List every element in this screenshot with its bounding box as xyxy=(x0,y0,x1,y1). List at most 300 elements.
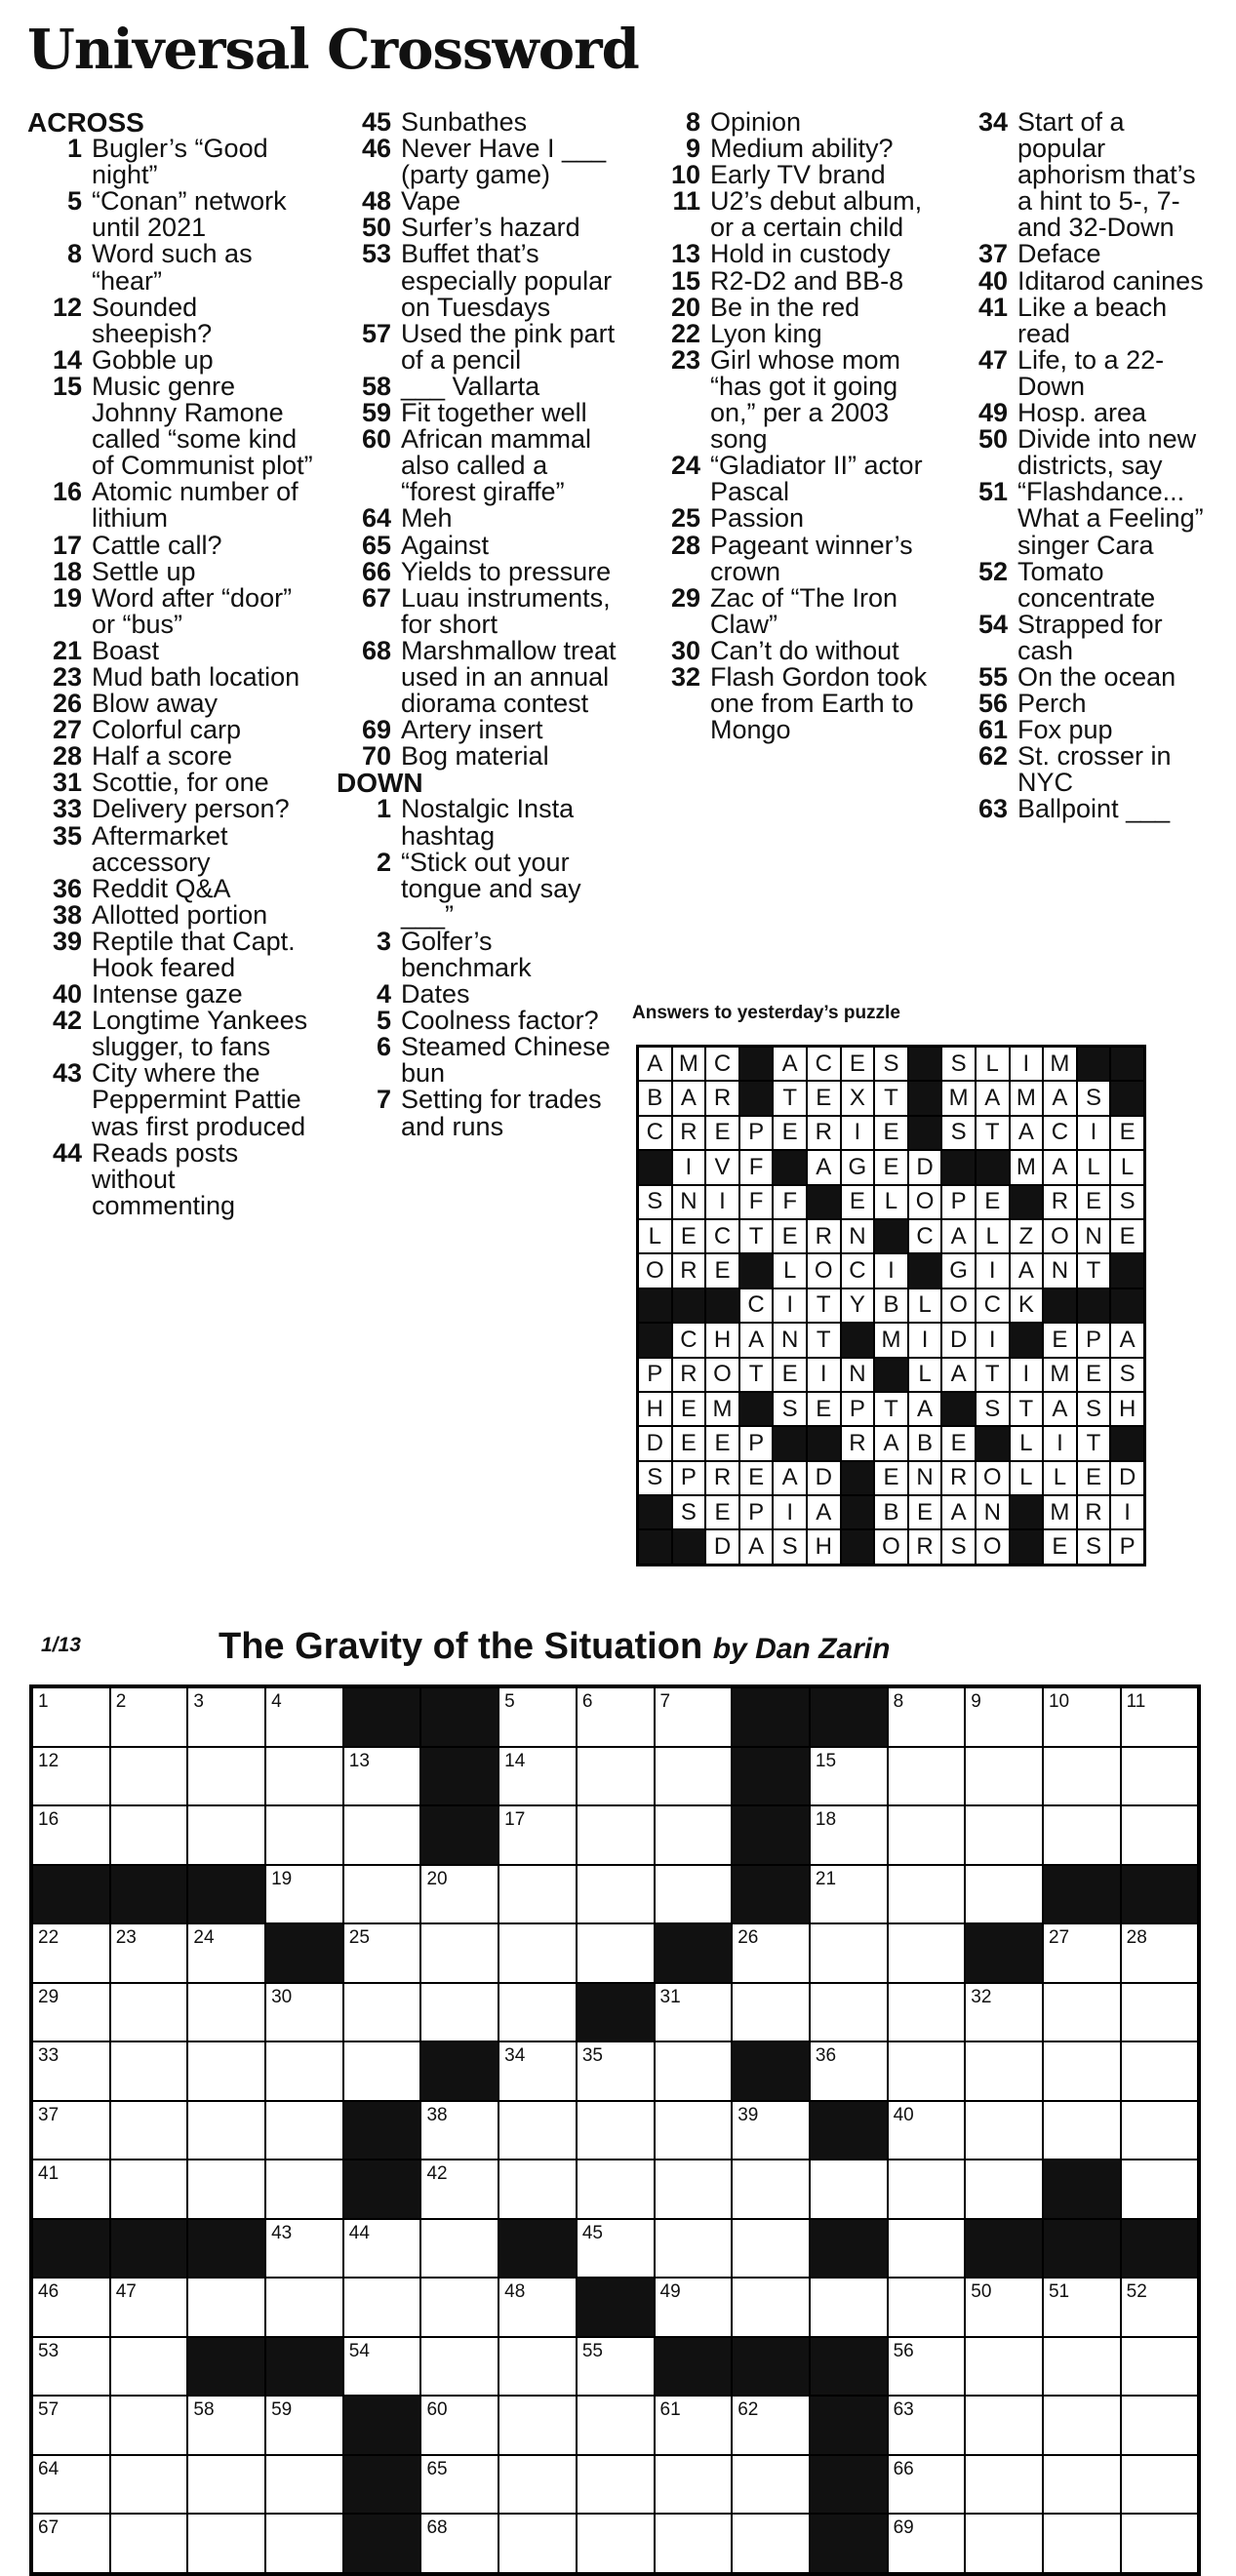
cell-number: 53 xyxy=(38,2340,60,2361)
grid-cell[interactable] xyxy=(888,2101,966,2160)
answer-cell: M xyxy=(1010,1150,1044,1184)
grid-cell[interactable] xyxy=(1043,2041,1121,2101)
grid-cell[interactable] xyxy=(810,1923,888,1983)
grid-cell[interactable] xyxy=(498,2455,577,2515)
clue-number: 28 xyxy=(52,741,82,772)
grid-cell[interactable] xyxy=(110,2337,188,2397)
answer-cell: C xyxy=(672,1323,706,1357)
grid-cell[interactable] xyxy=(732,1983,810,2042)
grid-cell[interactable] xyxy=(110,2160,188,2219)
grid-cell[interactable] xyxy=(1121,2396,1199,2455)
grid-cell[interactable] xyxy=(420,2396,498,2455)
grid-cell[interactable] xyxy=(1043,2514,1121,2573)
grid-cell[interactable] xyxy=(732,2219,810,2279)
grid-cell[interactable] xyxy=(1121,1687,1199,1747)
answer-block xyxy=(638,1323,672,1357)
grid-cell[interactable] xyxy=(498,1805,577,1865)
clue-number: 19 xyxy=(52,582,82,613)
grid-block xyxy=(810,2337,888,2397)
grid-cell[interactable] xyxy=(577,2396,655,2455)
grid-cell[interactable] xyxy=(187,2101,265,2160)
grid-cell[interactable] xyxy=(965,1747,1043,1806)
grid-cell[interactable] xyxy=(498,2514,577,2573)
clue-text: Like a beach read xyxy=(1017,292,1168,348)
grid-cell[interactable] xyxy=(187,1923,265,1983)
clue-number: 48 xyxy=(361,186,391,217)
answer-cell: A xyxy=(807,1150,841,1184)
grid-cell[interactable] xyxy=(110,2396,188,2455)
grid-cell[interactable] xyxy=(732,2160,810,2219)
grid-cell[interactable] xyxy=(965,2396,1043,2455)
grid-cell[interactable] xyxy=(888,2455,966,2515)
cell-number: 4 xyxy=(271,1691,282,1712)
answer-cell: A xyxy=(773,1047,807,1081)
clue-text: Reads posts without commenting xyxy=(92,1137,239,1220)
grid-cell[interactable] xyxy=(1121,2160,1199,2219)
grid-cell[interactable] xyxy=(110,1805,188,1865)
clue-number: 7 xyxy=(376,1085,391,1115)
grid-cell[interactable] xyxy=(888,2514,966,2573)
answer-cell: I xyxy=(705,1185,739,1219)
grid-block xyxy=(187,1865,265,1924)
grid-cell[interactable] xyxy=(265,1805,343,1865)
grid-cell[interactable] xyxy=(265,1983,343,2042)
grid-cell[interactable] xyxy=(1043,1747,1121,1806)
grid-cell[interactable] xyxy=(888,1923,966,1983)
grid-cell[interactable] xyxy=(187,1747,265,1806)
grid-cell[interactable] xyxy=(732,2396,810,2455)
clue-number: 38 xyxy=(52,899,82,930)
grid-cell[interactable] xyxy=(32,2337,110,2397)
clue-item xyxy=(27,661,315,692)
grid-cell[interactable] xyxy=(1121,2514,1199,2573)
grid-cell[interactable] xyxy=(732,1923,810,1983)
grid-cell[interactable] xyxy=(420,2337,498,2397)
grid-cell[interactable] xyxy=(265,2514,343,2573)
answer-cell: E xyxy=(908,1495,942,1529)
grid-cell[interactable] xyxy=(420,2514,498,2573)
grid-cell[interactable] xyxy=(888,2219,966,2279)
grid-cell[interactable] xyxy=(732,2101,810,2160)
cell-number: 50 xyxy=(971,2281,992,2302)
grid-cell[interactable] xyxy=(498,1687,577,1747)
grid-cell[interactable] xyxy=(498,1983,577,2042)
clue-number: 23 xyxy=(52,661,82,692)
answer-cell: E xyxy=(841,1185,875,1219)
grid-cell[interactable] xyxy=(888,2337,966,2397)
answer-cell: X xyxy=(841,1081,875,1115)
clue-number: 8 xyxy=(66,239,82,269)
clue-text: Medium ability? xyxy=(710,134,894,164)
answer-cell: P xyxy=(941,1185,976,1219)
answer-block xyxy=(841,1461,875,1495)
cell-number: 22 xyxy=(38,1927,60,1948)
cell-number: 40 xyxy=(893,2104,914,2125)
answer-block xyxy=(773,1150,807,1184)
grid-cell[interactable] xyxy=(343,2337,421,2397)
grid-cell[interactable] xyxy=(1043,1923,1121,1983)
grid-cell[interactable] xyxy=(265,1865,343,1924)
clue-number: 30 xyxy=(670,635,700,665)
answer-cell: R xyxy=(908,1529,942,1564)
cell-number: 8 xyxy=(893,1691,904,1712)
grid-cell[interactable] xyxy=(498,2278,577,2337)
cell-number: 60 xyxy=(426,2399,448,2420)
grid-cell[interactable] xyxy=(32,2101,110,2160)
answer-block xyxy=(672,1529,706,1564)
grid-cell[interactable] xyxy=(343,2041,421,2101)
grid-cell[interactable] xyxy=(577,2041,655,2101)
clue-item xyxy=(337,109,624,136)
clue-text: Deface xyxy=(1017,239,1101,269)
grid-cell[interactable] xyxy=(32,2514,110,2573)
grid-cell[interactable] xyxy=(577,2160,655,2219)
clue-text: Setting for trades and runs xyxy=(401,1085,602,1141)
grid-cell[interactable] xyxy=(187,2041,265,2101)
grid-cell[interactable] xyxy=(187,2160,265,2219)
grid-cell[interactable] xyxy=(732,2455,810,2515)
grid-cell[interactable] xyxy=(420,1923,498,1983)
grid-cell[interactable] xyxy=(1043,2396,1121,2455)
grid-cell[interactable] xyxy=(577,2514,655,2573)
grid-cell[interactable] xyxy=(655,2101,733,2160)
grid-cell[interactable] xyxy=(265,2219,343,2279)
answer-cell: N xyxy=(908,1461,942,1495)
grid-cell[interactable] xyxy=(577,2455,655,2515)
clue-item xyxy=(646,635,934,665)
clue-text: Delivery person? xyxy=(92,794,290,824)
grid-cell[interactable] xyxy=(498,2101,577,2160)
grid-cell[interactable] xyxy=(265,2396,343,2455)
grid-cell[interactable] xyxy=(1121,2101,1199,2160)
grid-cell[interactable] xyxy=(187,1687,265,1747)
clue-number: 50 xyxy=(361,213,391,243)
grid-cell[interactable] xyxy=(1043,1805,1121,1865)
grid-cell[interactable] xyxy=(265,1687,343,1747)
clue-item xyxy=(646,188,934,241)
clue-number: 14 xyxy=(52,344,82,375)
answer-cell: E xyxy=(841,1047,875,1081)
clue-number: 11 xyxy=(672,186,700,217)
grid-cell[interactable] xyxy=(265,2101,343,2160)
grid-cell[interactable] xyxy=(187,2514,265,2573)
grid-cell[interactable] xyxy=(888,1865,966,1924)
grid-cell[interactable] xyxy=(265,2160,343,2219)
answer-cell: E xyxy=(773,1358,807,1392)
answer-cell: A xyxy=(1010,1253,1044,1288)
grid-cell[interactable] xyxy=(655,1865,733,1924)
grid-cell[interactable] xyxy=(655,2219,733,2279)
grid-cell[interactable] xyxy=(110,1923,188,1983)
clue-item xyxy=(27,691,315,717)
grid-block xyxy=(810,2219,888,2279)
clue-item xyxy=(646,582,934,639)
clue-number: 44 xyxy=(52,1137,82,1168)
grid-cell[interactable] xyxy=(577,1687,655,1747)
grid-cell[interactable] xyxy=(343,1923,421,1983)
grid-cell[interactable] xyxy=(420,2160,498,2219)
clue-text: Tomato concentrate xyxy=(1017,556,1156,613)
grid-cell[interactable] xyxy=(810,1805,888,1865)
cell-number: 19 xyxy=(271,1868,293,1889)
grid-cell[interactable] xyxy=(265,2041,343,2101)
grid-cell[interactable] xyxy=(1121,1983,1199,2042)
grid-cell[interactable] xyxy=(1043,2337,1121,2397)
grid-cell[interactable] xyxy=(888,1805,966,1865)
answer-cell: R xyxy=(705,1081,739,1115)
grid-cell[interactable] xyxy=(965,2514,1043,2573)
grid-cell[interactable] xyxy=(888,1687,966,1747)
grid-cell[interactable] xyxy=(110,2278,188,2337)
grid-cell[interactable] xyxy=(1121,2041,1199,2101)
grid-block xyxy=(810,2514,888,2573)
grid-cell[interactable] xyxy=(655,2160,733,2219)
grid-cell[interactable] xyxy=(888,2160,966,2219)
grid-cell[interactable] xyxy=(343,1805,421,1865)
grid-cell[interactable] xyxy=(420,2101,498,2160)
answer-block xyxy=(1110,1081,1144,1115)
grid-cell[interactable] xyxy=(810,1865,888,1924)
grid-cell[interactable] xyxy=(32,2041,110,2101)
grid-cell[interactable] xyxy=(965,2455,1043,2515)
grid-cell[interactable] xyxy=(32,1805,110,1865)
grid-cell[interactable] xyxy=(810,1983,888,2042)
clue-text: Scottie, for one xyxy=(92,768,269,798)
grid-cell[interactable] xyxy=(110,2041,188,2101)
grid-cell[interactable] xyxy=(498,1923,577,1983)
grid-cell[interactable] xyxy=(187,2455,265,2515)
answer-block xyxy=(841,1495,875,1529)
answer-cell: E xyxy=(672,1426,706,1460)
clue-item xyxy=(953,241,1216,267)
grid-cell[interactable] xyxy=(1043,2455,1121,2515)
grid-cell[interactable] xyxy=(577,1805,655,1865)
grid-cell[interactable] xyxy=(498,2337,577,2397)
answer-cell: F xyxy=(739,1150,774,1184)
grid-cell[interactable] xyxy=(655,2278,733,2337)
grid-cell[interactable] xyxy=(1121,2455,1199,2515)
grid-cell[interactable] xyxy=(110,1687,188,1747)
answer-cell: I xyxy=(976,1323,1010,1357)
grid-cell[interactable] xyxy=(420,2455,498,2515)
grid-cell[interactable] xyxy=(1043,2101,1121,2160)
answer-cell: C xyxy=(807,1047,841,1081)
grid-cell[interactable] xyxy=(655,2514,733,2573)
clue-number: 51 xyxy=(977,477,1008,507)
grid-cell[interactable] xyxy=(110,2455,188,2515)
answer-cell: L xyxy=(874,1185,908,1219)
answer-cell: S xyxy=(773,1529,807,1564)
grid-cell[interactable] xyxy=(343,1865,421,1924)
grid-cell[interactable] xyxy=(810,1747,888,1806)
grid-cell[interactable] xyxy=(577,1747,655,1806)
grid-cell[interactable] xyxy=(187,2396,265,2455)
grid-cell[interactable] xyxy=(420,1983,498,2042)
grid-cell[interactable] xyxy=(888,2278,966,2337)
answer-cell: S xyxy=(638,1185,672,1219)
grid-cell[interactable] xyxy=(965,2041,1043,2101)
grid-block xyxy=(187,2219,265,2279)
cell-number: 3 xyxy=(193,1691,204,1712)
answer-cell: R xyxy=(941,1461,976,1495)
grid-cell[interactable] xyxy=(1121,1923,1199,1983)
cell-number: 68 xyxy=(426,2517,448,2538)
answer-block xyxy=(672,1288,706,1323)
cell-number: 23 xyxy=(115,1927,137,1948)
grid-cell[interactable] xyxy=(32,1983,110,2042)
cell-number: 15 xyxy=(815,1750,837,1771)
grid-cell[interactable] xyxy=(110,1983,188,2042)
grid-cell[interactable] xyxy=(32,2278,110,2337)
grid-cell[interactable] xyxy=(32,1747,110,1806)
answer-cell: E xyxy=(1077,1358,1111,1392)
answer-cell: I xyxy=(1043,1426,1077,1460)
answer-cell: E xyxy=(1043,1323,1077,1357)
grid-cell[interactable] xyxy=(343,2278,421,2337)
grid-cell[interactable] xyxy=(888,1983,966,2042)
grid-cell[interactable] xyxy=(732,2278,810,2337)
grid-cell[interactable] xyxy=(810,2160,888,2219)
grid-block xyxy=(343,2514,421,2573)
answer-cell: T xyxy=(1077,1426,1111,1460)
clue-number: 15 xyxy=(670,265,700,296)
grid-cell[interactable] xyxy=(110,2514,188,2573)
clue-number: 25 xyxy=(670,503,700,534)
cell-number: 65 xyxy=(426,2458,448,2479)
grid-cell[interactable] xyxy=(32,1923,110,1983)
grid-cell[interactable] xyxy=(1121,1805,1199,1865)
grid-cell[interactable] xyxy=(265,2278,343,2337)
grid-block xyxy=(110,2219,188,2279)
grid-cell[interactable] xyxy=(1121,2278,1199,2337)
grid-cell[interactable] xyxy=(420,2219,498,2279)
grid-cell[interactable] xyxy=(577,2219,655,2279)
grid-cell[interactable] xyxy=(732,2514,810,2573)
answers-grid xyxy=(636,1045,1146,1566)
cell-number: 12 xyxy=(38,1750,60,1771)
cell-number: 26 xyxy=(738,1927,759,1948)
grid-cell[interactable] xyxy=(965,1865,1043,1924)
answer-cell: O xyxy=(908,1185,942,1219)
grid-cell[interactable] xyxy=(498,2396,577,2455)
grid-block xyxy=(343,2101,421,2160)
answer-cell: D xyxy=(638,1426,672,1460)
answer-cell: C xyxy=(841,1253,875,1288)
grid-cell[interactable] xyxy=(110,2101,188,2160)
answer-block xyxy=(841,1323,875,1357)
clue-item xyxy=(337,743,624,770)
grid-cell[interactable] xyxy=(655,2455,733,2515)
grid-cell[interactable] xyxy=(110,1747,188,1806)
grid-cell[interactable] xyxy=(1121,1747,1199,1806)
cell-number: 48 xyxy=(504,2281,526,2302)
clue-number: 56 xyxy=(977,689,1008,719)
puzzle-title: The Gravity of the Situation xyxy=(219,1626,703,1667)
clue-number: 37 xyxy=(977,239,1008,269)
grid-cell[interactable] xyxy=(965,1687,1043,1747)
grid-cell[interactable] xyxy=(498,2041,577,2101)
grid-cell[interactable] xyxy=(343,1983,421,2042)
cell-number: 32 xyxy=(971,1986,992,2007)
grid-cell[interactable] xyxy=(1043,1687,1121,1747)
grid-cell[interactable] xyxy=(265,1747,343,1806)
clue-text: Bog material xyxy=(401,741,549,772)
grid-cell[interactable] xyxy=(655,2041,733,2101)
grid-block xyxy=(420,1805,498,1865)
clue-item xyxy=(27,635,315,665)
grid-cell[interactable] xyxy=(1121,2337,1199,2397)
grid-cell[interactable] xyxy=(655,1805,733,1865)
grid-cell[interactable] xyxy=(343,1747,421,1806)
clue-item xyxy=(337,717,624,743)
grid-cell[interactable] xyxy=(655,1983,733,2042)
grid-cell[interactable] xyxy=(888,2396,966,2455)
grid-cell[interactable] xyxy=(420,2278,498,2337)
grid-cell[interactable] xyxy=(265,2455,343,2515)
grid-cell[interactable] xyxy=(32,2160,110,2219)
clue-number: 45 xyxy=(361,107,391,137)
grid-cell[interactable] xyxy=(577,2337,655,2397)
grid-cell[interactable] xyxy=(655,1687,733,1747)
grid-cell[interactable] xyxy=(965,1805,1043,1865)
grid-cell[interactable] xyxy=(32,1687,110,1747)
clue-text: African mammal also called a “forest giraffe” xyxy=(401,424,592,507)
grid-cell[interactable] xyxy=(965,2278,1043,2337)
grid-cell[interactable] xyxy=(577,2101,655,2160)
grid-cell[interactable] xyxy=(888,1747,966,1806)
clue-item xyxy=(953,344,1216,401)
grid-cell[interactable] xyxy=(343,2219,421,2279)
grid-cell[interactable] xyxy=(32,2455,110,2515)
grid-cell[interactable] xyxy=(965,2101,1043,2160)
grid-cell[interactable] xyxy=(498,2160,577,2219)
grid-cell[interactable] xyxy=(420,1865,498,1924)
answer-cell: E xyxy=(1110,1116,1144,1150)
cell-number: 38 xyxy=(426,2104,448,2125)
grid-cell[interactable] xyxy=(965,2160,1043,2219)
grid-cell[interactable] xyxy=(498,1747,577,1806)
grid-block xyxy=(343,2160,421,2219)
answer-cell: R xyxy=(705,1461,739,1495)
grid-cell[interactable] xyxy=(1043,2278,1121,2337)
grid-cell[interactable] xyxy=(965,1983,1043,2042)
clue-text: R2-D2 and BB-8 xyxy=(710,265,904,296)
answer-cell: I xyxy=(773,1288,807,1323)
grid-cell[interactable] xyxy=(32,2396,110,2455)
answer-cell: H xyxy=(1110,1392,1144,1426)
grid-block xyxy=(965,1923,1043,1983)
grid-cell[interactable] xyxy=(888,2041,966,2101)
grid-cell[interactable] xyxy=(498,1865,577,1924)
answer-cell: I xyxy=(672,1150,706,1184)
grid-cell[interactable] xyxy=(810,2278,888,2337)
grid-cell[interactable] xyxy=(655,2396,733,2455)
clue-item xyxy=(337,426,624,505)
grid-cell[interactable] xyxy=(655,1747,733,1806)
clue-number: 33 xyxy=(52,794,82,824)
grid-cell[interactable] xyxy=(187,1805,265,1865)
grid-cell[interactable] xyxy=(965,2337,1043,2397)
grid-cell[interactable] xyxy=(577,1923,655,1983)
grid-cell[interactable] xyxy=(810,2041,888,2101)
grid-cell[interactable] xyxy=(187,1983,265,2042)
grid-cell[interactable] xyxy=(1043,1983,1121,2042)
answer-cell: N xyxy=(773,1323,807,1357)
grid-cell[interactable] xyxy=(577,1865,655,1924)
clue-number: 28 xyxy=(670,530,700,560)
grid-cell[interactable] xyxy=(187,2278,265,2337)
answer-cell: T xyxy=(976,1358,1010,1392)
